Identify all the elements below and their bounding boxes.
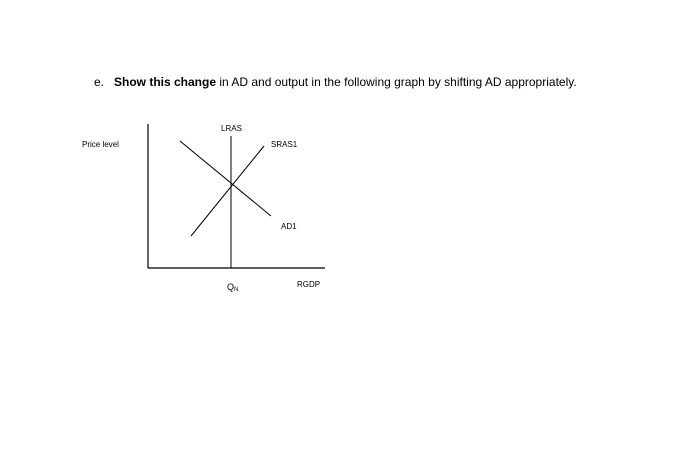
sras-label: SRAS1 xyxy=(271,140,298,149)
y-axis-label: Price level xyxy=(82,140,119,149)
question-marker: e. xyxy=(94,75,105,89)
ad-label: AD1 xyxy=(281,222,297,231)
qn-subscript: N xyxy=(234,287,239,293)
natural-output-label xyxy=(227,282,238,295)
question-bold-text: Show this change xyxy=(114,75,217,89)
lras-label: LRAS xyxy=(221,124,242,133)
qn-main: Q xyxy=(227,282,235,292)
question-rest-text: in AD and output in the following graph by shifting AD appropriately. xyxy=(216,75,577,89)
ad-curve xyxy=(180,141,271,216)
x-axis-label: RGDP xyxy=(297,280,321,289)
